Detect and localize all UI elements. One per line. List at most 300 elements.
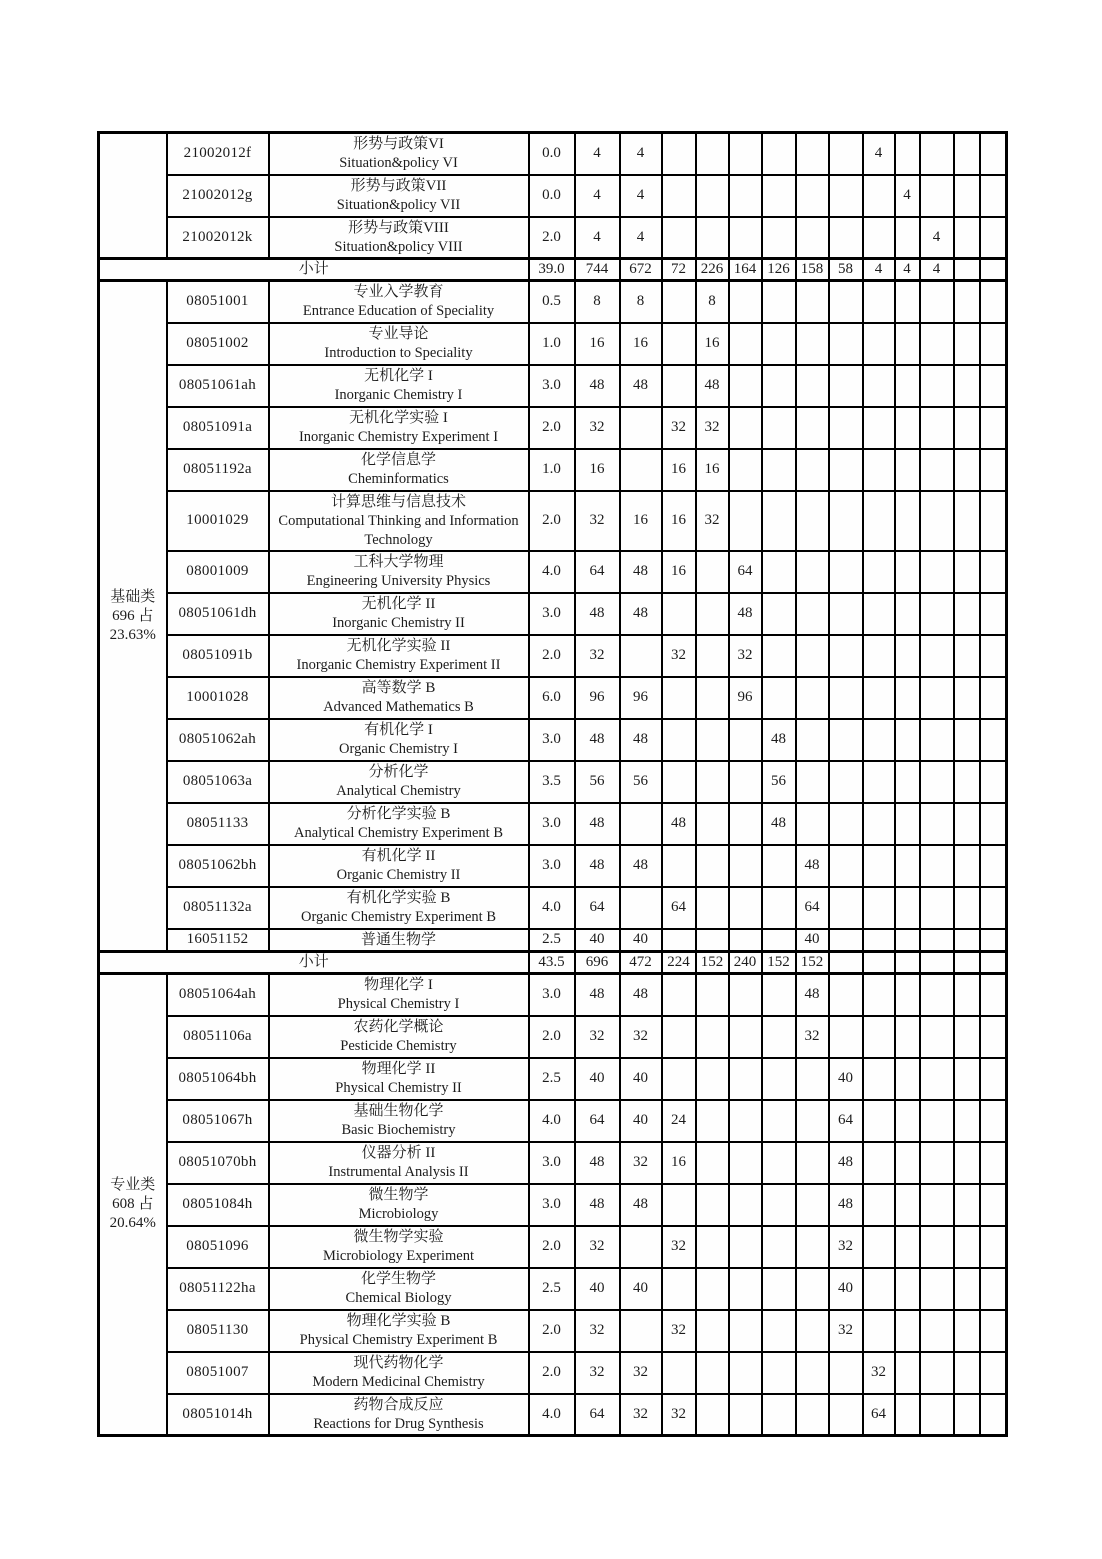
semester-7-cell <box>895 1226 920 1268</box>
credits-cell: 3.0 <box>529 803 575 845</box>
lecture-hours-cell <box>620 449 662 491</box>
lecture-hours-cell <box>620 407 662 449</box>
course-code-cell: 08051091b <box>167 635 269 677</box>
course-row <box>99 635 1007 677</box>
course-code-cell: 08051001 <box>167 281 269 323</box>
semester-5-cell: 64 <box>829 1100 863 1142</box>
spare-cell <box>980 974 1007 1016</box>
semester-7-cell <box>895 449 920 491</box>
semester-8-cell <box>920 1058 954 1100</box>
semester-6-cell <box>863 803 895 845</box>
credits-cell: 3.0 <box>529 1184 575 1226</box>
semester-2-cell <box>729 1226 762 1268</box>
credits-cell: 2.0 <box>529 407 575 449</box>
semester-6-cell <box>863 887 895 929</box>
experiment-hours-cell: 16 <box>662 491 696 551</box>
spare-cell <box>954 635 980 677</box>
total-hours-cell: 64 <box>575 551 620 593</box>
semester-1-cell <box>696 1352 729 1394</box>
lecture-hours-cell: 48 <box>620 365 662 407</box>
semester-6-cell <box>863 929 895 952</box>
course-name-zh: 药物合成反应 <box>353 1396 444 1413</box>
lecture-hours-cell: 48 <box>620 1184 662 1226</box>
course-name-en: Inorganic Chemistry Experiment I <box>298 429 499 445</box>
spare-cell <box>980 1058 1007 1100</box>
course-code-cell: 08051132a <box>167 887 269 929</box>
credits-cell: 2.0 <box>529 491 575 551</box>
spare-cell <box>954 491 980 551</box>
semester-6-cell <box>863 217 895 259</box>
credits-cell: 2.5 <box>529 929 575 952</box>
course-row <box>99 1100 1007 1142</box>
semester-8-cell <box>920 551 954 593</box>
semester-8-cell <box>920 593 954 635</box>
credits-cell: 2.0 <box>529 1310 575 1352</box>
semester-8-cell <box>920 1226 954 1268</box>
spare-cell <box>980 1016 1007 1058</box>
spare-cell <box>980 1100 1007 1142</box>
course-name-en: Organic Chemistry I <box>339 741 458 757</box>
subtotal-semester-3-cell: 152 <box>762 952 796 974</box>
course-code-cell: 10001029 <box>167 491 269 551</box>
total-hours-cell: 16 <box>575 449 620 491</box>
course-row <box>99 1310 1007 1352</box>
semester-1-cell <box>696 1100 729 1142</box>
semester-8-cell <box>920 719 954 761</box>
semester-2-cell <box>729 761 762 803</box>
semester-5-cell <box>829 323 863 365</box>
course-name-zh: 化学生物学 <box>360 1271 436 1287</box>
spare-cell <box>980 1310 1007 1352</box>
lecture-hours-cell: 48 <box>620 974 662 1016</box>
semester-1-cell <box>696 593 729 635</box>
experiment-hours-cell <box>662 929 696 952</box>
spare-cell <box>954 887 980 929</box>
course-row <box>99 1352 1007 1394</box>
spare-cell <box>980 845 1007 887</box>
course-row <box>99 491 1007 551</box>
semester-6-cell <box>863 593 895 635</box>
course-name-cell <box>269 1226 529 1268</box>
spare-cell <box>954 1394 980 1436</box>
semester-6-cell <box>863 1310 895 1352</box>
credits-cell: 0.0 <box>529 175 575 217</box>
experiment-hours-cell <box>662 1184 696 1226</box>
course-name-en: Physical Chemistry II <box>335 1080 462 1096</box>
semester-7-cell <box>895 551 920 593</box>
lecture-hours-cell: 32 <box>620 1394 662 1436</box>
spare-cell <box>980 281 1007 323</box>
semester-4-cell <box>796 217 829 259</box>
experiment-hours-cell <box>662 1016 696 1058</box>
experiment-hours-cell: 16 <box>662 551 696 593</box>
semester-4-cell: 64 <box>796 887 829 929</box>
course-row <box>99 761 1007 803</box>
course-name-en: Organic Chemistry II <box>336 867 461 883</box>
course-name-zh: 微生物学实验 <box>353 1229 444 1245</box>
semester-7-cell <box>895 1142 920 1184</box>
semester-4-cell <box>796 761 829 803</box>
semester-6-cell <box>863 761 895 803</box>
semester-2-cell: 48 <box>729 593 762 635</box>
semester-2-cell <box>729 1352 762 1394</box>
course-code-cell: 08051063a <box>167 761 269 803</box>
semester-3-cell <box>762 217 796 259</box>
credits-cell: 2.0 <box>529 217 575 259</box>
category-line: 20.64% <box>109 1215 156 1231</box>
lecture-hours-cell: 48 <box>620 845 662 887</box>
spare-cell <box>980 593 1007 635</box>
spare-cell <box>954 1058 980 1100</box>
course-name-zh: 工科大学物理 <box>353 554 444 570</box>
experiment-hours-cell: 32 <box>662 1226 696 1268</box>
course-name-cell <box>269 551 529 593</box>
lecture-hours-cell: 40 <box>620 1058 662 1100</box>
semester-3-cell <box>762 635 796 677</box>
semester-5-cell: 32 <box>829 1310 863 1352</box>
semester-7-cell <box>895 929 920 952</box>
spare-cell <box>954 761 980 803</box>
credits-cell: 3.0 <box>529 845 575 887</box>
course-row <box>99 929 1007 952</box>
course-row <box>99 1058 1007 1100</box>
semester-3-cell <box>762 281 796 323</box>
course-name-zh: 有机化学 II <box>361 848 436 864</box>
semester-3-cell <box>762 974 796 1016</box>
semester-5-cell <box>829 593 863 635</box>
experiment-hours-cell: 32 <box>662 1310 696 1352</box>
course-name-cell <box>269 281 529 323</box>
credits-cell: 3.0 <box>529 719 575 761</box>
subtotal-semester-2-cell: 240 <box>729 952 762 974</box>
total-hours-cell: 48 <box>575 974 620 1016</box>
semester-2-cell <box>729 1016 762 1058</box>
subtotal-semester-1-cell: 152 <box>696 952 729 974</box>
course-name-cell <box>269 365 529 407</box>
semester-5-cell <box>829 635 863 677</box>
semester-5-cell <box>829 761 863 803</box>
course-name-en: Introduction to Speciality <box>324 345 473 361</box>
semester-5-cell: 40 <box>829 1268 863 1310</box>
spare-cell <box>980 635 1007 677</box>
spare-cell <box>980 491 1007 551</box>
course-name-en: Computational Thinking and Information Technology <box>278 512 519 548</box>
lecture-hours-cell: 40 <box>620 929 662 952</box>
semester-1-cell <box>696 175 729 217</box>
spare-cell <box>954 217 980 259</box>
semester-7-cell <box>895 365 920 407</box>
spare-cell <box>954 1142 980 1184</box>
course-row <box>99 323 1007 365</box>
lecture-hours-cell: 96 <box>620 677 662 719</box>
experiment-hours-cell <box>662 175 696 217</box>
semester-6-cell <box>863 1268 895 1310</box>
course-name-cell <box>269 133 529 175</box>
semester-8-cell <box>920 323 954 365</box>
lecture-hours-cell: 48 <box>620 719 662 761</box>
course-row <box>99 175 1007 217</box>
semester-3-cell <box>762 1310 796 1352</box>
semester-8-cell <box>920 1310 954 1352</box>
semester-4-cell <box>796 1100 829 1142</box>
semester-6-cell <box>863 1058 895 1100</box>
semester-6-cell: 64 <box>863 1394 895 1436</box>
semester-5-cell <box>829 677 863 719</box>
semester-2-cell <box>729 887 762 929</box>
semester-7-cell <box>895 803 920 845</box>
semester-3-cell <box>762 1184 796 1226</box>
course-name-cell <box>269 407 529 449</box>
spare-cell <box>980 259 1007 281</box>
course-name-en: Analytical Chemistry <box>336 783 461 799</box>
spare-cell <box>954 449 980 491</box>
subtotal-experiment-hours-cell: 224 <box>662 952 696 974</box>
subtotal-semester-6-cell: 4 <box>863 259 895 281</box>
semester-5-cell <box>829 217 863 259</box>
semester-1-cell <box>696 1142 729 1184</box>
semester-1-cell <box>696 929 729 952</box>
semester-5-cell: 40 <box>829 1058 863 1100</box>
course-name-en: Inorganic Chemistry Experiment II <box>296 657 501 673</box>
semester-4-cell <box>796 635 829 677</box>
semester-4-cell <box>796 1226 829 1268</box>
category-cell <box>99 133 167 259</box>
course-name-en: Physical Chemistry I <box>337 996 460 1013</box>
semester-5-cell <box>829 133 863 175</box>
course-name-en: Pesticide Chemistry <box>340 1038 457 1054</box>
subtotal-label-cell: 小计 <box>99 259 529 281</box>
course-row <box>99 1184 1007 1226</box>
semester-2-cell <box>729 1142 762 1184</box>
subtotal-semester-7-cell: 4 <box>895 259 920 281</box>
total-hours-cell: 32 <box>575 491 620 551</box>
experiment-hours-cell: 64 <box>662 887 696 929</box>
semester-6-cell <box>863 365 895 407</box>
semester-6-cell <box>863 407 895 449</box>
credits-cell: 3.0 <box>529 974 575 1016</box>
experiment-hours-cell: 32 <box>662 1394 696 1436</box>
semester-3-cell <box>762 551 796 593</box>
total-hours-cell: 56 <box>575 761 620 803</box>
course-name-cell <box>269 1058 529 1100</box>
semester-7-cell <box>895 133 920 175</box>
semester-5-cell <box>829 1394 863 1436</box>
total-hours-cell: 32 <box>575 635 620 677</box>
spare-cell <box>980 677 1007 719</box>
course-name-en: Physical Chemistry Experiment B <box>299 1332 498 1348</box>
semester-1-cell: 32 <box>696 407 729 449</box>
total-hours-cell: 64 <box>575 887 620 929</box>
course-name-cell <box>269 1100 529 1142</box>
semester-4-cell <box>796 1394 829 1436</box>
spare-cell <box>954 259 980 281</box>
semester-3-cell <box>762 1394 796 1436</box>
spare-cell <box>954 175 980 217</box>
course-row <box>99 1142 1007 1184</box>
course-code-cell: 08051067h <box>167 1100 269 1142</box>
semester-5-cell <box>829 803 863 845</box>
course-name-en: Microbiology <box>358 1206 439 1222</box>
spare-cell <box>954 1310 980 1352</box>
semester-7-cell <box>895 677 920 719</box>
course-name-zh: 无机化学实验 I <box>349 410 448 426</box>
subtotal-semester-8-cell: 4 <box>920 259 954 281</box>
course-name-en: Instrumental Analysis II <box>328 1164 469 1180</box>
experiment-hours-cell <box>662 593 696 635</box>
course-code-cell: 08051007 <box>167 1352 269 1394</box>
semester-8-cell <box>920 1394 954 1436</box>
semester-3-cell <box>762 1142 796 1184</box>
semester-4-cell <box>796 407 829 449</box>
lecture-hours-cell: 56 <box>620 761 662 803</box>
course-name-cell <box>269 593 529 635</box>
course-name-en: Basic Biochemistry <box>341 1122 456 1138</box>
course-name-en: Inorganic Chemistry II <box>332 615 465 631</box>
course-code-cell: 08051130 <box>167 1310 269 1352</box>
semester-8-cell <box>920 761 954 803</box>
course-name-en: Inorganic Chemistry I <box>334 387 463 403</box>
course-code-cell: 21002012g <box>167 175 269 217</box>
semester-3-cell <box>762 887 796 929</box>
semester-2-cell <box>729 1310 762 1352</box>
semester-3-cell <box>762 929 796 952</box>
semester-3-cell <box>762 1268 796 1310</box>
semester-2-cell: 64 <box>729 551 762 593</box>
credits-cell: 6.0 <box>529 677 575 719</box>
semester-2-cell <box>729 491 762 551</box>
semester-2-cell <box>729 175 762 217</box>
semester-8-cell <box>920 1268 954 1310</box>
subtotal-credits-cell: 39.0 <box>529 259 575 281</box>
subtotal-semester-8-cell <box>920 952 954 974</box>
course-name-cell <box>269 1394 529 1436</box>
course-row <box>99 1226 1007 1268</box>
course-name-cell <box>269 929 529 952</box>
semester-8-cell <box>920 449 954 491</box>
course-name-zh: 微生物学 <box>368 1187 429 1203</box>
course-name-cell <box>269 323 529 365</box>
semester-6-cell: 32 <box>863 1352 895 1394</box>
semester-3-cell <box>762 175 796 217</box>
course-row <box>99 677 1007 719</box>
semester-1-cell <box>696 1184 729 1226</box>
course-name-cell <box>269 1352 529 1394</box>
semester-1-cell <box>696 1226 729 1268</box>
semester-5-cell <box>829 407 863 449</box>
semester-3-cell <box>762 1016 796 1058</box>
category-cell <box>99 281 167 952</box>
spare-cell <box>954 719 980 761</box>
course-name-zh: 仪器分析 II <box>361 1145 436 1161</box>
credits-cell: 4.0 <box>529 551 575 593</box>
semester-6-cell <box>863 635 895 677</box>
subtotal-semester-7-cell <box>895 952 920 974</box>
semester-8-cell <box>920 1100 954 1142</box>
experiment-hours-cell <box>662 281 696 323</box>
semester-3-cell <box>762 407 796 449</box>
lecture-hours-cell <box>620 635 662 677</box>
semester-7-cell <box>895 974 920 1016</box>
total-hours-cell: 48 <box>575 719 620 761</box>
semester-7-cell <box>895 1184 920 1226</box>
semester-7-cell <box>895 491 920 551</box>
total-hours-cell: 48 <box>575 803 620 845</box>
semester-1-cell <box>696 677 729 719</box>
semester-3-cell <box>762 1352 796 1394</box>
credits-cell: 3.5 <box>529 761 575 803</box>
semester-8-cell <box>920 1352 954 1394</box>
credits-cell: 2.0 <box>529 1016 575 1058</box>
semester-5-cell <box>829 491 863 551</box>
experiment-hours-cell <box>662 323 696 365</box>
semester-1-cell <box>696 974 729 1016</box>
semester-7-cell <box>895 217 920 259</box>
course-row <box>99 719 1007 761</box>
experiment-hours-cell <box>662 974 696 1016</box>
course-name-zh: 高等数学 B <box>361 680 436 696</box>
semester-8-cell <box>920 845 954 887</box>
lecture-hours-cell <box>620 1226 662 1268</box>
semester-5-cell <box>829 449 863 491</box>
course-row <box>99 1394 1007 1436</box>
semester-6-cell <box>863 1226 895 1268</box>
lecture-hours-cell: 32 <box>620 1016 662 1058</box>
credits-cell: 2.5 <box>529 1268 575 1310</box>
curriculum-table <box>97 131 1008 1437</box>
subtotal-total-hours-cell: 744 <box>575 259 620 281</box>
course-name-zh: 形势与政策VII <box>350 178 447 194</box>
semester-4-cell <box>796 803 829 845</box>
semester-1-cell <box>696 1016 729 1058</box>
subtotal-semester-3-cell: 126 <box>762 259 796 281</box>
spare-cell <box>954 1100 980 1142</box>
subtotal-total-hours-cell: 696 <box>575 952 620 974</box>
spare-cell <box>954 1226 980 1268</box>
credits-cell: 3.0 <box>529 1142 575 1184</box>
course-code-cell: 21002012f <box>167 133 269 175</box>
semester-4-cell <box>796 281 829 323</box>
subtotal-row <box>99 259 1007 281</box>
course-row <box>99 407 1007 449</box>
semester-2-cell <box>729 1268 762 1310</box>
semester-8-cell <box>920 1142 954 1184</box>
semester-6-cell <box>863 1016 895 1058</box>
experiment-hours-cell <box>662 217 696 259</box>
course-name-cell <box>269 449 529 491</box>
semester-2-cell <box>729 407 762 449</box>
semester-7-cell <box>895 1268 920 1310</box>
spare-cell <box>980 1352 1007 1394</box>
course-name-zh: 无机化学 I <box>364 368 433 384</box>
semester-2-cell <box>729 719 762 761</box>
semester-4-cell <box>796 593 829 635</box>
semester-6-cell <box>863 281 895 323</box>
semester-6-cell <box>863 974 895 1016</box>
semester-3-cell: 48 <box>762 719 796 761</box>
semester-6-cell <box>863 175 895 217</box>
semester-5-cell: 48 <box>829 1184 863 1226</box>
semester-8-cell <box>920 407 954 449</box>
spare-cell <box>980 1268 1007 1310</box>
semester-6-cell <box>863 551 895 593</box>
semester-2-cell <box>729 803 762 845</box>
spare-cell <box>980 719 1007 761</box>
semester-5-cell <box>829 845 863 887</box>
course-name-cell <box>269 491 529 551</box>
total-hours-cell: 48 <box>575 593 620 635</box>
course-name-cell <box>269 1310 529 1352</box>
course-code-cell: 08051064ah <box>167 974 269 1016</box>
